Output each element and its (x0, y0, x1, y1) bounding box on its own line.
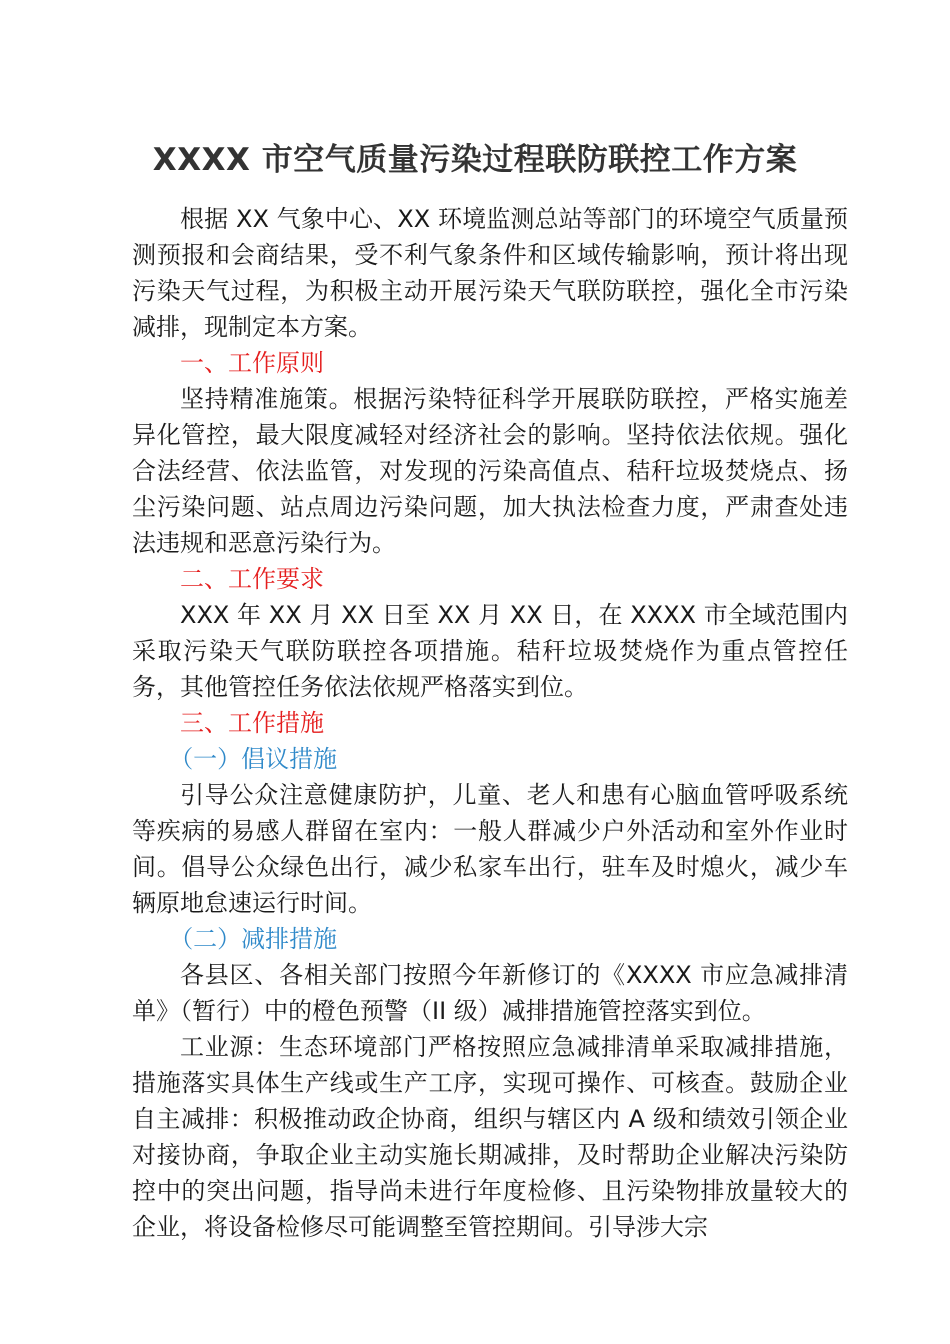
document-body (132, 201, 848, 1245)
reduction-paragraph-2: 工业源：生态环境部门严格按照应急减排清单采取减排措施，措施落实具体生产线或生产工序，实现可操作、可核查。鼓励企业自主减排：积极推动政企协商，组织与辖区内 A 级和绩效引领企业对接协商，争取企业主动实施长期减排，及时帮助企业解决污染防控中的突出问题，指导尚未进行年度检修、且污染物排放量较大的企业，将设备检修尽可能调整至管控期间。引导涉大宗 (132, 1033, 848, 1241)
advocacy-paragraph: 引导公众注意健康防护，儿童、老人和患有心脑血管呼吸系统等疾病的易感人群留在室内：一般人群减少户外活动和室外作业时间。倡导公众绿色出行，减少私家车出行，驻车及时熄火，减少车辆原地怠速运行时间。 (132, 781, 848, 917)
principles-paragraph: 坚持精准施策。根据污染特征科学开展联防联控，严格实施差异化管控，最大限度减轻对经济社会的影响。坚持依法依规。强化合法经营、依法监管，对发现的污染高值点、秸秆垃圾焚烧点、扬尘污染问题、站点周边污染问题，加大执法检查力度，严肃查处违法违规和恶意污染行为。 (132, 385, 848, 557)
document-title: XXXX 市空气质量污染过程联防联控工作方案 (152, 142, 798, 178)
subsection-heading-advocacy: （一）倡议措施 (169, 745, 338, 773)
section-heading-measures: 三、工作措施 (180, 709, 324, 737)
subsection-heading-reduction: （二）减排措施 (169, 925, 338, 953)
intro-paragraph: 根据 XX 气象中心、XX 环境监测总站等部门的环境空气质量预测预报和会商结果，受不利气象条件和区域传输影响，预计将出现污染天气过程，为积极主动开展污染天气联防联控，强化全市污染减排，现制定本方案。 (132, 205, 848, 341)
section-heading-principles: 一、工作原则 (180, 349, 324, 377)
reduction-paragraph-1: 各县区、各相关部门按照今年新修订的《XXXX 市应急减排清单》（暂行）中的橙色预警（II 级）减排措施管控落实到位。 (132, 961, 848, 1025)
section-heading-requirements: 二、工作要求 (180, 565, 324, 593)
requirements-paragraph: XXX 年 XX 月 XX 日至 XX 月 XX 日，在 XXXX 市全域范围内采取污染天气联防联控各项措施。秸秆垃圾焚烧作为重点管控任务，其他管控任务依法依规严格落实到位。 (132, 601, 848, 701)
